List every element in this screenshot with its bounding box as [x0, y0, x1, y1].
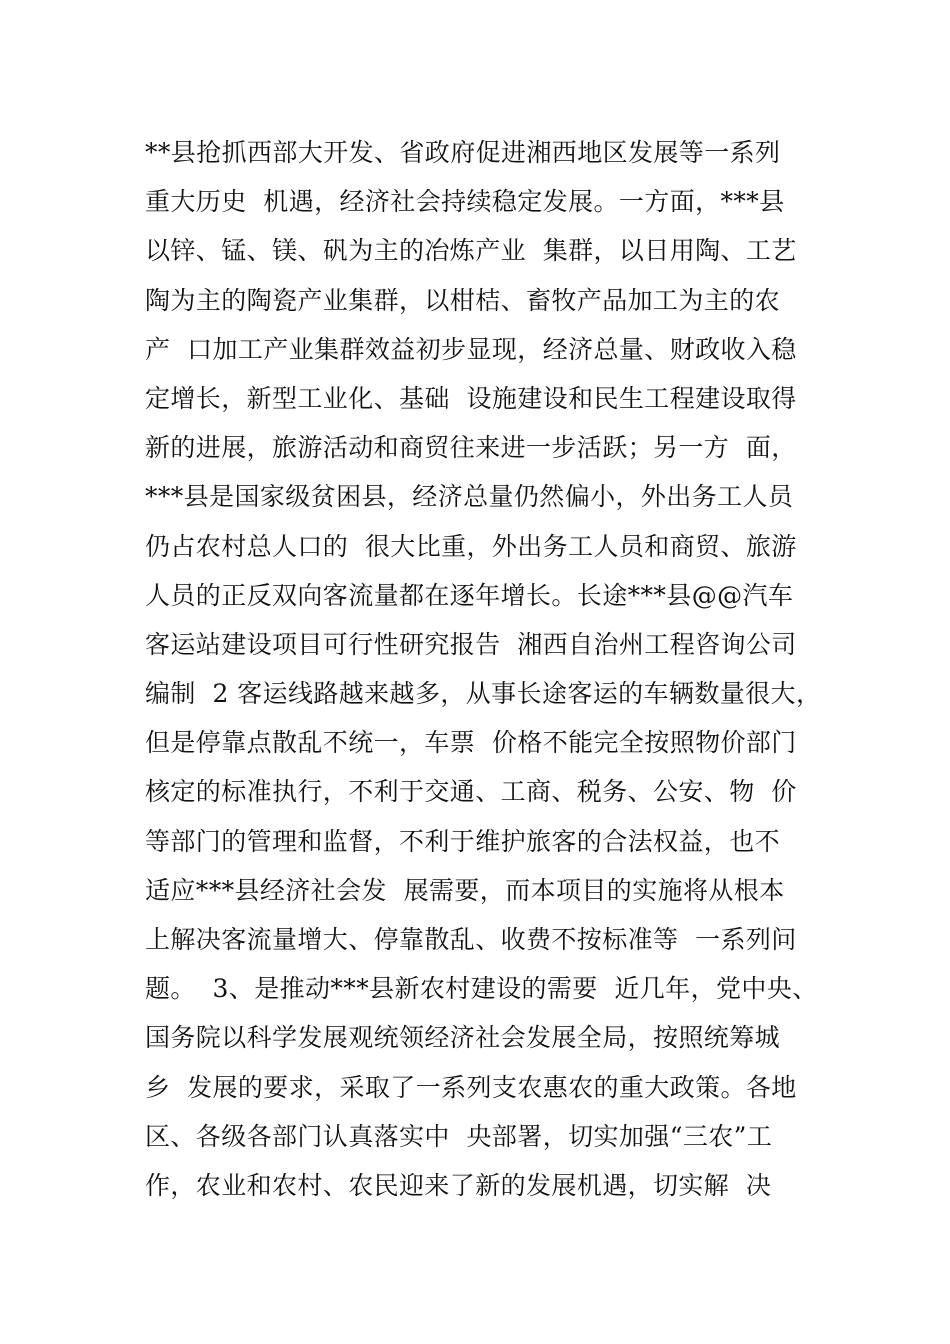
text-line: 编制 2 客运线路越来越多，从事长途客运的车辆数量很大，	[145, 679, 822, 709]
text-line: 客运站建设项目可行性研究报告 湘西自治州工程咨询公司	[145, 629, 797, 659]
text-line: 上解决客流量增大、停靠散乱、收费不按标准等 一系列问	[145, 925, 797, 954]
text-line: 乡 发展的要求，采取了一系列支农惠农的重大政策。各地	[145, 1072, 797, 1102]
text-line: 国务院以科学发展观统领经济社会发展全局，按照统筹城	[145, 1023, 781, 1053]
text-line: 核定的标准执行，不利于交通、工商、税务、公安、物 价	[145, 777, 797, 807]
text-line: 陶为主的陶瓷产业集群，以柑桔、畜牧产品加工为主的农	[145, 285, 781, 315]
body-text	[145, 128, 825, 1210]
text-line: 适应***县经济社会发 展需要，而本项目的实施将从根本	[145, 875, 785, 905]
text-line: 仍占农村总人口的 很大比重，外出务工人员和商贸、旅游	[145, 531, 797, 561]
text-line: 作，农业和农村、农民迎来了新的发展机遇，切实解 决	[145, 1170, 772, 1200]
text-line: 但是停靠点散乱不统一，车票 价格不能完全按照物价部门	[145, 728, 797, 758]
text-line: 重大历史 机遇，经济社会持续稳定发展。一方面，***县	[145, 187, 785, 217]
text-line: ***县是国家级贫困县，经济总量仍然偏小，外出务工人员	[145, 482, 794, 512]
text-line: 区、各级各部门认真落实中 央部署，切实加强“三农”工	[145, 1121, 773, 1151]
text-line: 产 口加工产业集群效益初步显现，经济总量、财政收入稳	[145, 334, 797, 364]
text-line: 人员的正反双向客流量都在逐年增长。长途***县@@汽车	[145, 580, 794, 610]
text-line: 新的进展，旅游活动和商贸往来进一步活跃；另一方 面，	[145, 433, 797, 463]
text-line: 以锌、锰、镁、矾为主的冶炼产业 集群，以日用陶、工艺	[145, 236, 797, 266]
text-line: 题。 3、是推动***县新农村建设的需要 近几年，党中央、	[145, 974, 818, 1004]
text-line: 等部门的管理和监督，不利于维护旅客的合法权益，也不	[145, 826, 781, 856]
text-line: **县抢抓西部大开发、省政府促进湘西地区发展等一系列	[145, 138, 781, 167]
text-line: 定增长，新型工业化、基础 设施建设和民生工程建设取得	[145, 383, 797, 413]
